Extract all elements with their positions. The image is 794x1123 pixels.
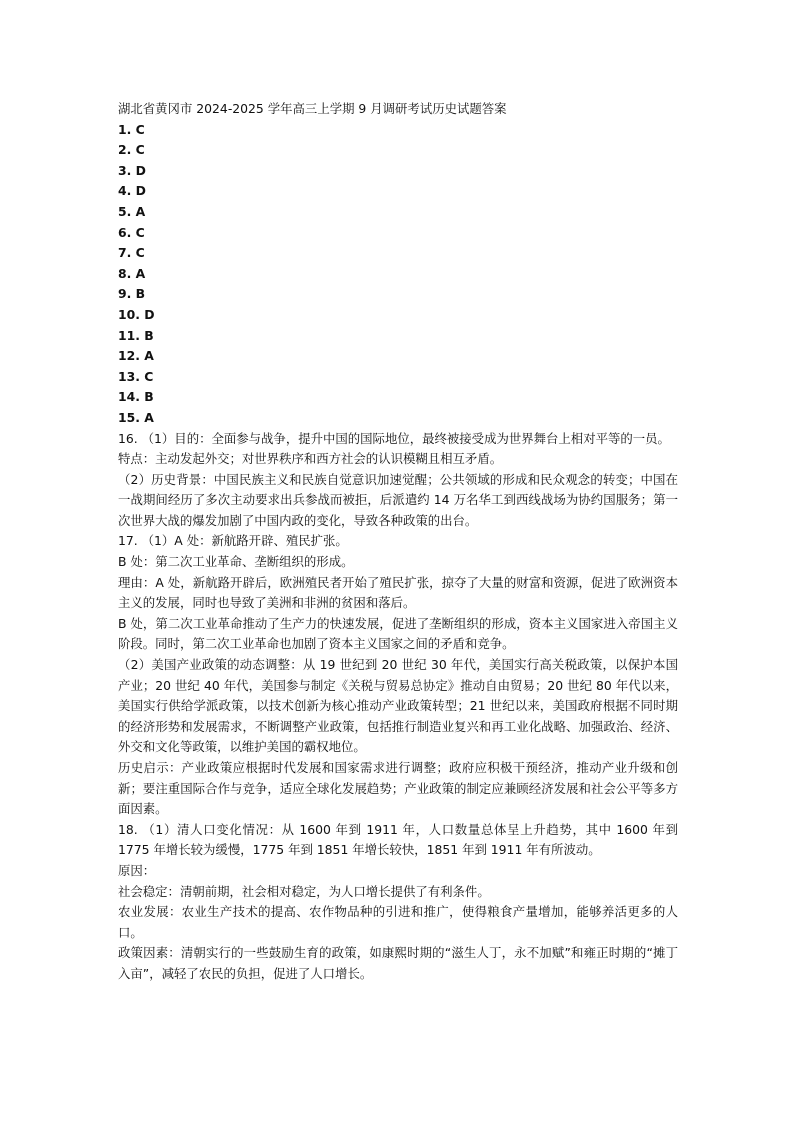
document-title: 湖北省黄冈市 2024-2025 学年高三上学期 9 月调研考试历史试题答案 (118, 101, 507, 116)
answer-10: 10. D (118, 306, 155, 322)
answer-9: 9. B (118, 286, 146, 302)
answer-11: 11. B (118, 327, 154, 343)
answer-7: 7. C (118, 245, 145, 261)
q17-policy-adjustment: （2）美国产业政策的动态调整：从 19 世纪到 20 世纪 30 年代，美国实行高关税政策，以保护本国产业；20 世纪 40 年代，美国参与制定《关税与贸易总协定》推动自由贸易；20 世纪 80 年代以来，美国实行供给学派政策，以技术创新为核心推动产业政策转型；21 世纪以来，美国政府根据不同时期的经济形势和发展需求，不断调整产业政策，包括推行制造业复兴和再工业化战略、加强政治、经济、外交和文化等政策，以维护美国的霸权地位。 (118, 657, 678, 755)
q17-point-a: 17. （1）A 处：新航路开辟、殖民扩张。 (118, 533, 348, 549)
q18-population-change: 18. （1）清人口变化情况：从 1600 年到 1911 年，人口数量总体呈上升趋势，其中 1600 年到 1775 年增长较为缓慢，1775 年到 1851 年增长较快，1851 年到 1911 年有所波动。 (118, 821, 678, 858)
answer-15: 15. A (118, 409, 154, 425)
answer-1: 1. C (118, 121, 145, 137)
q16-purpose: 16. （1）目的：全面参与战争，提升中国的国际地位，最终被接受成为世界舞台上相对平等的一员。 (118, 430, 670, 446)
answer-8: 8. A (118, 265, 146, 281)
answer-12: 12. A (118, 348, 154, 364)
answer-2: 2. C (118, 142, 145, 158)
q17-reason-a: 理由：A 处，新航路开辟后，欧洲殖民者开始了殖民扩张，掠夺了大量的财富和资源，促进了欧洲资本主义的发展，同时也导致了美洲和非洲的贫困和落后。 (118, 574, 678, 611)
answer-6: 6. C (118, 224, 145, 240)
q18-policy: 政策因素：清朝实行的一些鼓励生育的政策，如康熙时期的“滋生人丁，永不加赋”和雍正时期的“摊丁入亩”，减轻了农民的负担，促进了人口增长。 (118, 945, 678, 981)
q18-social-stability: 社会稳定：清朝前期，社会相对稳定，为人口增长提供了有利条件。 (118, 883, 490, 899)
q17-lessons: 历史启示：产业政策应根据时代发展和国家需求进行调整；政府应积极干预经济，推动产业升级和创新；要注重国际合作与竞争，适应全球化发展趋势；产业政策的制定应兼顾经济发展和社会公平等多方面因素。 (118, 760, 678, 817)
q17-reason-b: B 处，第二次工业革命推动了生产力的快速发展，促进了垄断组织的形成，资本主义国家进入帝国主义阶段。同时，第二次工业革命也加剧了资本主义国家之间的矛盾和竞争。 (118, 615, 678, 652)
q17-point-b: B 处：第二次工业革命、垄断组织的形成。 (118, 554, 354, 570)
answer-4: 4. D (118, 183, 146, 199)
answer-3: 3. D (118, 162, 146, 178)
q18-agriculture: 农业发展：农业生产技术的提高、农作物品种的引进和推广，使得粮食产量增加，能够养活更多的人口。 (118, 904, 678, 940)
q16-features: 特点：主动发起外交；对世界秩序和西方社会的认识模糊且相互矛盾。 (118, 451, 503, 467)
answer-14: 14. B (118, 389, 154, 405)
q18-causes-heading: 原因： (118, 862, 156, 878)
q16-background: （2）历史背景：中国民族主义和民族自觉意识加速觉醒；公共领域的形成和民众观念的转变；中国在一战期间经历了多次主动要求出兵参战而被拒，后派遣约 14 万名华工到西线战场为协约国服务；第一次世界大战的爆发加剧了中国内政的变化，导致各种政策的出台。 (118, 471, 678, 528)
answer-5: 5. A (118, 203, 146, 219)
document-body (118, 99, 678, 985)
answer-13: 13. C (118, 368, 154, 384)
